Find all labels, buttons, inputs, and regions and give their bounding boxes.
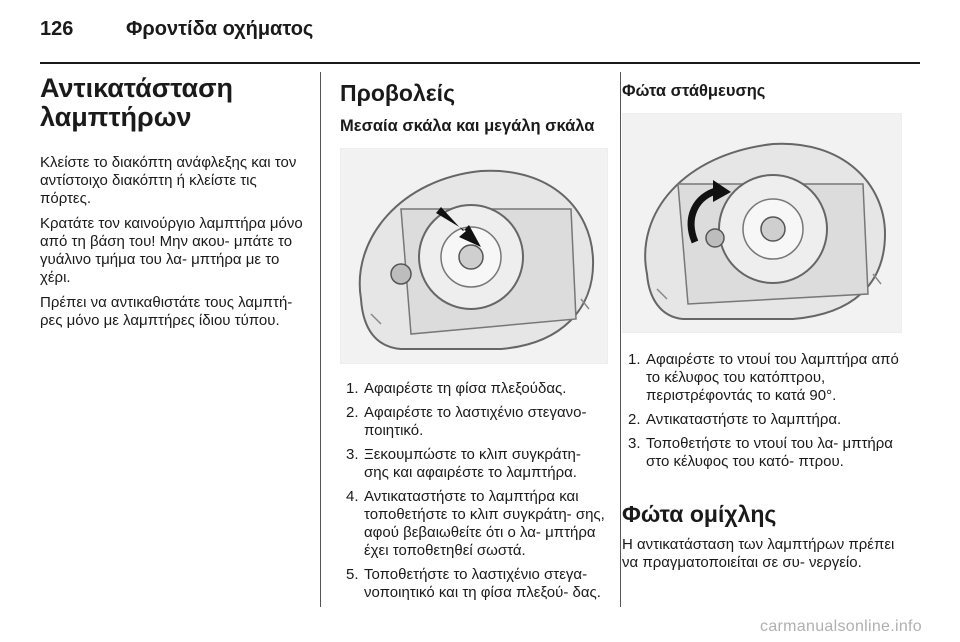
page-title: Φροντίδα οχήματος [126, 18, 314, 40]
list-item: 2. Αφαιρέστε το λαστιχένιο στεγανο- ποιητικό. [346, 404, 587, 439]
section-heading-fog-lights: Φώτα ομίχλης [622, 501, 777, 527]
section-heading-bulb-replacement: Αντικατάσταση λαμπτήρων [40, 73, 234, 132]
list-item: 2. Αντικαταστήστε το λαμπτήρα. [628, 411, 842, 428]
column-parking-lights [622, 72, 902, 579]
paragraph: Πρέπει να αντικαθιστάτε τους λαμπτή- ρες μόνο με λαμπτήρες ίδιου τύπου. [40, 294, 293, 329]
section-heading-headlights: Προβολείς [340, 80, 456, 106]
paragraph: Κλείστε το διακόπτη ανάφλεξης και τον αντίστοιχο διακόπτη ή κλείστε τις πόρτες. [40, 154, 297, 207]
paragraph: Κρατάτε τον καινούργιο λαμπτήρα μόνο από τη βάση του! Μην ακου- μπάτε το γυάλινο τμήμα του λα- μπτήρα με το χέρι. [40, 215, 303, 286]
headlight-steps [340, 380, 608, 602]
section-heading-parking-lights: Φώτα στάθμευσης [622, 82, 766, 100]
headlight-illustration [340, 148, 608, 364]
list-item: 3. Τοποθετήστε το ντουί του λα- μπτήρα στο κέλυφος του κατό- πτρου. [628, 435, 893, 470]
headlight-bulb-drawing [341, 149, 607, 363]
page-header [40, 18, 920, 54]
list-item: 4. Αντικαταστήστε το λαμπτήρα και τοποθετήστε το κλιπ συγκράτη- σης, αφού βεβαιωθείτε ότι ο λα- μπτήρα έχει τοποθετηθεί σωστά. [346, 488, 605, 559]
parking-light-illustration [622, 113, 902, 333]
header-rule [40, 62, 920, 64]
column-bulb-replacement [40, 72, 308, 337]
list-item: 1. Αφαιρέστε το ντουί του λαμπτήρα από το κέλυφος του κατόπτρου, περιστρέφοντάς το κατά 90°. [628, 351, 899, 404]
watermark: carmanualsonline.info [760, 618, 922, 635]
parking-bulb-drawing [623, 114, 901, 332]
fog-lights-text: Η αντικατάσταση των λαμπτήρων πρέπει να πραγματοποιείται σε συ- νεργείο. [622, 536, 895, 571]
column-divider-2 [620, 72, 621, 607]
parking-light-steps [622, 351, 902, 471]
page-number: 126 [40, 18, 74, 40]
column-headlights [340, 72, 608, 608]
column-divider-1 [320, 72, 321, 607]
list-item: 5. Τοποθετήστε το λαστιχένιο στεγα- νοποιητικό και τη φίσα πλεξού- δας. [346, 566, 601, 601]
list-item: 1. Αφαιρέστε τη φίσα πλεξούδας. [346, 380, 567, 397]
list-item: 3. Ξεκουμπώστε το κλιπ συγκράτη- σης και αφαιρέστε το λαμπτήρα. [346, 446, 581, 481]
subheading-low-high-beam: Μεσαία σκάλα και μεγάλη σκάλα [340, 117, 595, 135]
